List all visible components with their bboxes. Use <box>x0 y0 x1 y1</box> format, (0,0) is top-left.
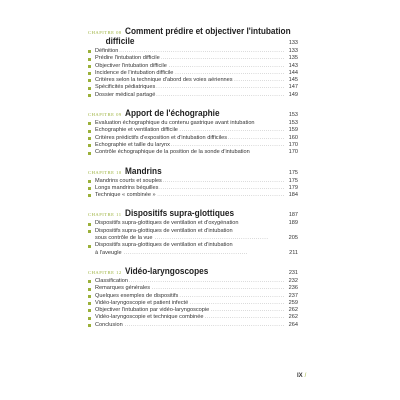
entry-page: 175 <box>288 177 298 184</box>
toc-entry[interactable] <box>88 192 298 199</box>
bullet-icon <box>88 87 91 90</box>
bullet-icon <box>88 309 91 312</box>
entry-title-continued: à l'aveugle <box>95 249 122 256</box>
toc-entry[interactable] <box>88 300 298 307</box>
entry-title: Dispositifs supra-glottiques de ventilation et d'oxygénation <box>95 220 239 227</box>
entry-title: Mandrins courts et souples <box>95 177 162 184</box>
entry-title: Classification <box>95 277 128 284</box>
toc-entry[interactable] <box>88 70 298 77</box>
entry-page: 145 <box>288 77 298 84</box>
bullet-icon <box>88 230 91 233</box>
entry-page: 153 <box>288 120 298 127</box>
entry-page: 236 <box>288 285 298 292</box>
entry-title: Critères selon la technique d'abord des voies aériennes <box>95 77 233 84</box>
entry-title: Vidéo-laryngoscopie et patient infecté <box>95 299 189 306</box>
toc-entry[interactable] <box>88 77 298 84</box>
chapter-label: CHAPITRE 11 <box>88 212 122 218</box>
entry-title: Dispositifs supra-glottiques de ventilation et d'intubation <box>95 242 284 249</box>
bullet-icon <box>88 187 91 190</box>
bullet-icon <box>88 50 91 53</box>
chapter-label: CHAPITRE 10 <box>88 169 122 175</box>
entry-page: 205 <box>288 235 298 242</box>
chapter-label: CHAPITRE 08 <box>88 30 122 35</box>
entry-title-continued: sous contrôle de la vue <box>95 235 153 242</box>
chapter-title: Vidéo-laryngoscopes <box>124 264 209 276</box>
chapter-page: 231 <box>288 269 298 276</box>
page-footer <box>297 373 306 379</box>
toc-entry[interactable] <box>88 48 298 55</box>
toc-entry[interactable] <box>88 127 298 134</box>
entry-title: Objectiver l'intubation par vidéo-laryngoscopie <box>95 307 210 314</box>
toc-entry[interactable]: Dispositifs supra-glottiques de ventilation et d'intubation sous contrôle de la vue . . . . . . . . . . . . . . . . . . . . . . . . . . . . . . . . . . . . . . . . . . . . . . . . . . . . . . 205 <box>88 228 298 243</box>
toc-entry[interactable] <box>88 314 298 321</box>
bullet-icon <box>88 194 91 197</box>
toc-entry[interactable] <box>88 55 298 62</box>
toc-entry[interactable]: Dispositifs supra-glottiques de ventilation et d'intubation à l'aveugle . . . . . . . . . . . . . . . . . . . . . . . . . . . . . . . . . . . . . . . . . . . . . . . . . . . . . . . . . . . 211 <box>88 242 298 257</box>
toc-entry[interactable] <box>88 92 298 99</box>
entry-page: 264 <box>288 321 298 328</box>
entry-page: 170 <box>288 149 298 156</box>
entry-page: 160 <box>288 134 298 141</box>
chapter-09 <box>88 108 298 156</box>
entry-title: Incidence de l'intubation difficile <box>95 69 174 76</box>
bullet-icon <box>88 317 91 320</box>
entry-page: 262 <box>288 314 298 321</box>
entry-title: Définition <box>95 48 119 54</box>
entry-page: 170 <box>288 141 298 148</box>
bullet-icon <box>88 65 91 68</box>
chapter-title: Mandrins <box>124 164 162 176</box>
entry-title: Vidéo-laryngoscopie et technique combinée <box>95 314 204 321</box>
entry-title: Quelques exemples de dispositifs <box>95 292 179 299</box>
chapter-heading <box>88 166 298 176</box>
chapter-heading <box>88 208 298 218</box>
bullet-icon <box>88 79 91 82</box>
toc-entry[interactable] <box>88 278 298 285</box>
chapter-08 <box>88 26 298 99</box>
entry-page: 149 <box>288 91 298 98</box>
chapter-label: CHAPITRE 09 <box>88 112 122 118</box>
toc-entry[interactable] <box>88 185 298 192</box>
bullet-icon <box>88 137 91 140</box>
bullet-icon <box>88 288 91 291</box>
entry-title: Critères prédictifs d'exposition et d'intubation difficiles <box>95 134 227 141</box>
entry-title: Échographie et taille du larynx <box>95 141 170 148</box>
toc-entry[interactable] <box>88 220 298 227</box>
toc-entry[interactable] <box>88 285 298 292</box>
bullet-icon <box>88 130 91 133</box>
slash-decoration: / <box>304 373 307 379</box>
chapter-title: Comment prédire et objectiver l'intubation <box>124 25 291 36</box>
bullet-icon <box>88 152 91 155</box>
entry-title: Échographie et ventilation difficile <box>95 127 178 134</box>
bullet-icon <box>88 72 91 75</box>
chapter-10 <box>88 166 298 200</box>
chapter-title-continued: difficile <box>105 35 135 46</box>
entry-title: Remarques générales <box>95 285 151 292</box>
entry-page: 232 <box>288 277 298 284</box>
entry-title: Technique « combinée » <box>95 192 156 199</box>
entry-title: Dispositifs supra-glottiques de ventilation et d'intubation <box>95 228 284 235</box>
bullet-icon <box>88 122 91 125</box>
toc-entry[interactable] <box>88 178 298 185</box>
entry-title: Prédire l'intubation difficile <box>95 55 160 62</box>
entry-title: Dossier médical partagé <box>95 91 156 98</box>
chapter-label: CHAPITRE 12 <box>88 269 122 275</box>
chapter-12 <box>88 266 298 329</box>
chapter-title: Apport de l'échographie <box>124 107 220 119</box>
bullet-icon <box>88 295 91 298</box>
entry-page: 147 <box>288 84 298 91</box>
bullet-icon <box>88 180 91 183</box>
entry-page: 211 <box>289 249 298 256</box>
entry-page: 259 <box>288 299 298 306</box>
bullet-icon <box>88 245 91 248</box>
entry-page: 237 <box>288 292 298 299</box>
toc-entry[interactable] <box>88 142 298 149</box>
toc-entry[interactable] <box>88 84 298 91</box>
entry-page: 159 <box>288 127 298 134</box>
entry-page: 262 <box>288 307 298 314</box>
chapter-title: Dispositifs supra-glottiques <box>124 207 234 219</box>
chapter-heading <box>88 266 298 276</box>
entry-page: 144 <box>288 69 298 76</box>
bullet-icon <box>88 280 91 283</box>
toc-entry[interactable] <box>88 149 298 156</box>
entry-title: Conclusion <box>95 321 123 328</box>
bullet-icon <box>88 144 91 147</box>
chapter-page: 133 <box>288 40 298 46</box>
chapter-11 <box>88 208 298 256</box>
entry-page: 189 <box>288 220 298 227</box>
chapter-heading <box>88 108 298 118</box>
entry-page: 135 <box>288 55 298 62</box>
toc-entry[interactable] <box>88 293 298 300</box>
toc-entry[interactable] <box>88 322 298 329</box>
entry-title: Contrôle échographique de la position de la sonde d'intubation <box>95 149 250 156</box>
entry-title: Objectiver l'intubation difficile <box>95 62 167 69</box>
bullet-icon <box>88 223 91 226</box>
entry-page: 143 <box>288 62 298 69</box>
entry-page: 179 <box>288 184 298 191</box>
entry-page: 133 <box>288 48 298 54</box>
entry-page: 184 <box>288 192 298 199</box>
chapter-page: 153 <box>288 112 298 119</box>
bullet-icon <box>88 302 91 305</box>
toc-entry[interactable] <box>88 120 298 127</box>
chapter-page: 175 <box>288 169 298 176</box>
toc-entry[interactable] <box>88 63 298 70</box>
bullet-icon <box>88 94 91 97</box>
bullet-icon <box>88 58 91 61</box>
entry-title: Évaluation échographique du contenu gastrique avant intubation <box>95 120 255 127</box>
chapter-page: 187 <box>288 212 298 219</box>
page-number: IX <box>297 373 303 379</box>
toc-entry[interactable] <box>88 307 298 314</box>
entry-title: Spécificités pédiatriques <box>95 84 156 91</box>
bullet-icon <box>88 324 91 327</box>
toc-entry[interactable] <box>88 135 298 142</box>
table-of-contents <box>88 26 298 338</box>
entry-title: Longs mandrins béquilles <box>95 184 159 191</box>
